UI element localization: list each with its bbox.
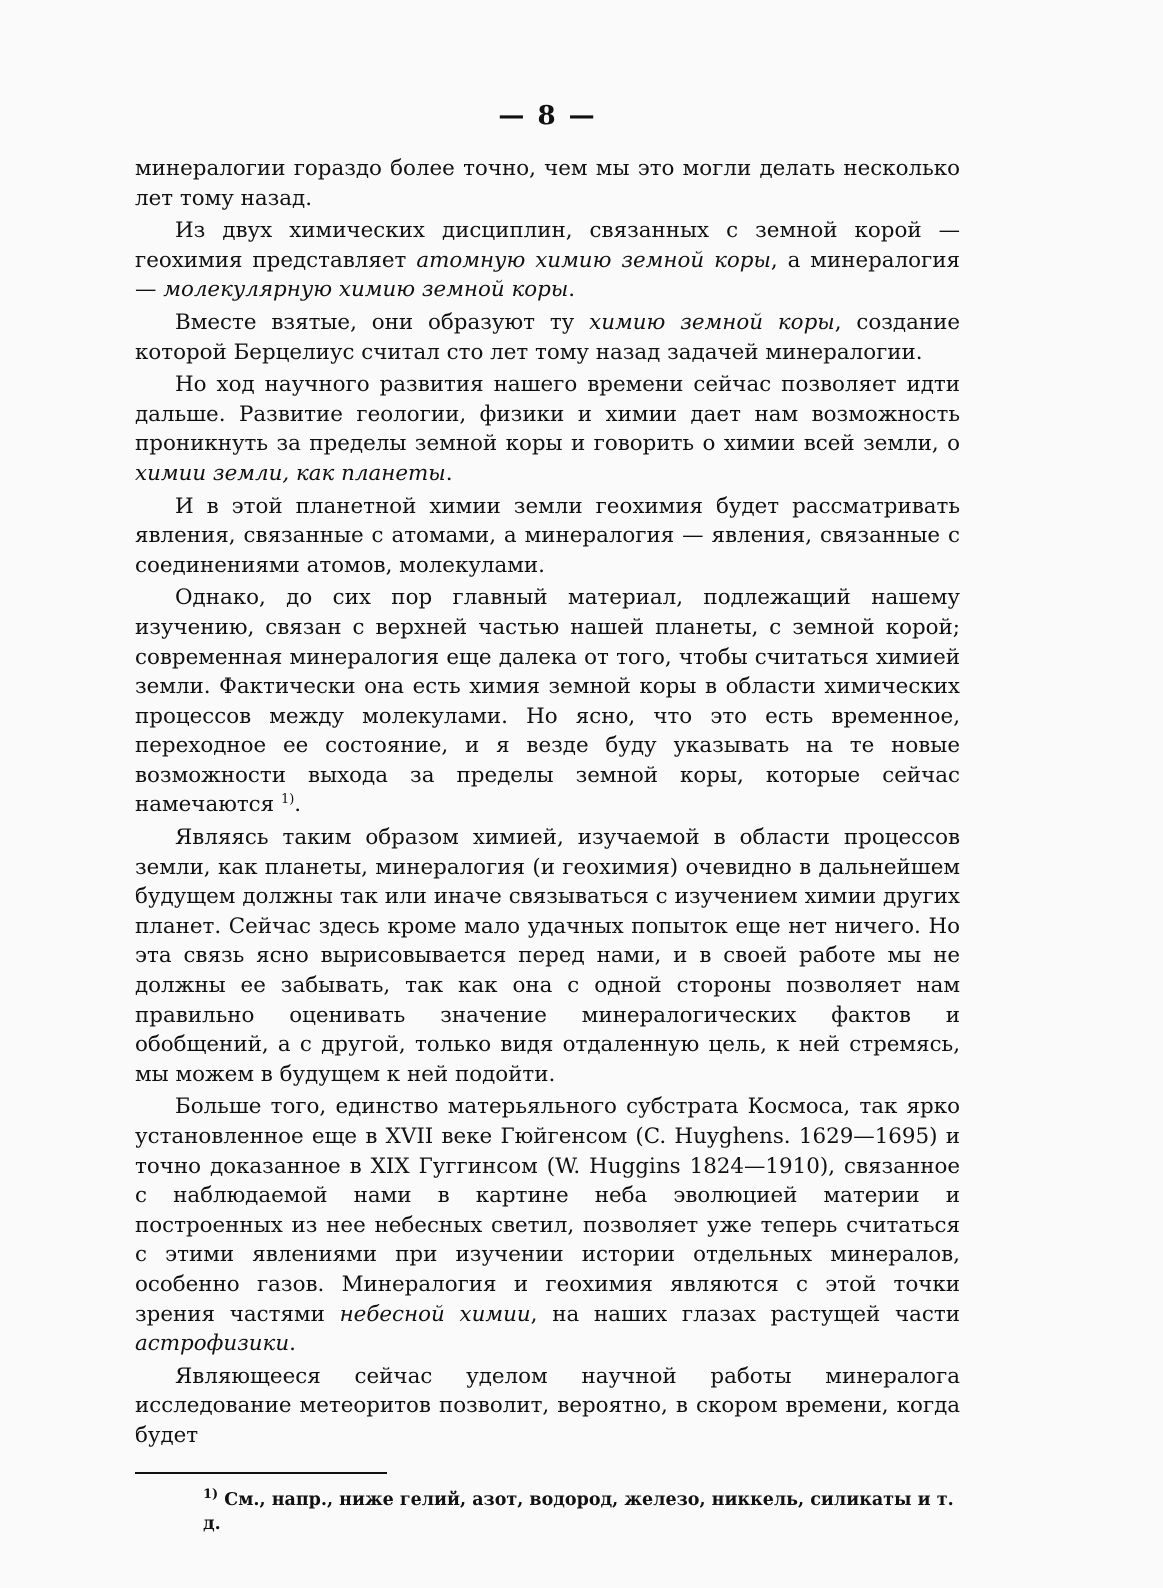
text-run: Но ход научного развития нашего времени сейчас позволяет идти дальше. Развитие геологии, физики и химии дает нам возможность проникнуть за пределы земной коры и говорить о химии всей земли, о [135, 372, 960, 457]
italic-text: небесной химии [339, 1301, 531, 1327]
text-run: , а минералогия — [135, 247, 960, 303]
text-run: . [568, 277, 576, 303]
paragraph [135, 823, 960, 1089]
text-run: И в этой планетной химии земли геохимия будет рассматривать явления, связанные с атомами, а минералогия — явления, связанные с соединениями атомов, молекулами. [135, 493, 960, 578]
paragraph [135, 370, 960, 488]
text-run: , на наших глазах растущей части [530, 1301, 960, 1327]
text-run: Являясь таким образом химией, изучаемой в области процессов земли, как планеты, минералогия (и геохимия) очевидно в дальнейшем будущем должны так или иначе связываться с изучением химии других планет. Сейчас здесь кроме мало удачных попыток еще нет ничего. Но эта связь ясно вырисовывается перед нами, и в своей работе мы не должны ее забывать, так как она с одной стороны позволяет нам правильно оценивать значение минералогических фактов и обобщений, а с другой, только видя отдаленную цель, к ней стремясь, мы можем в будущем к ней подойти. [135, 825, 960, 1087]
body-text [135, 154, 960, 1451]
italic-text: атомную химию земной коры [416, 247, 771, 273]
footnote-reference: 1) [280, 792, 295, 808]
italic-text: астрофизики [135, 1331, 290, 1357]
text-run: Больше того, единство матерьяльного субстрата Космоса, так ярко установленное еще в XVII веке Гюйгенсом (C. Huyghens. 1629—1695) и точно доказанное в XIX Гуггинсом (W. Huggins 1824—1910), связанное с наблюдаемой нами в картине неба эволюцией материи и построенных из нее небесных светил, позволяет уже теперь считаться с этими явлениями при изучении истории отдельных минералов, особенно газов. Минералогия и геохимия являются с этой точки зрения частями [135, 1094, 960, 1327]
paragraph [135, 492, 960, 581]
paragraph [135, 216, 960, 305]
italic-text: химии земли, как планеты [135, 460, 446, 486]
paragraph [135, 1362, 960, 1451]
italic-text: химию земной коры [589, 309, 835, 335]
footnote-marker: 1) [203, 1486, 219, 1502]
paragraph [135, 583, 960, 820]
text-run: Однако, до сих пор главный материал, подлежащий нашему изучению, связан с верхней частью нашей планеты, с земной корой; современная минералогия еще далека от того, чтобы считаться химией земли. Фактически она есть химия земной коры в области химических процессов между молекулами. Но ясно, что это есть временное, переходное ее состояние, и я везде буду указывать на те новые возможности выхода за пределы земной коры, которые сейчас намечаются [135, 585, 960, 818]
text-run: Являющееся сейчас уделом научной работы минералога исследование метеоритов позволит, вероятно, в скором времени, когда будет [135, 1363, 960, 1448]
text-run: , создание которой Берцелиус считал сто лет тому назад задачей минералогии. [135, 309, 960, 365]
footnote-divider [135, 1472, 387, 1474]
text-run: минералогии гораздо более точно, чем мы это могли делать несколько лет тому назад. [135, 156, 960, 211]
page-number: — 8 — [498, 101, 597, 131]
footnote-text: См., напр., ниже гелий, азот, водород, железо, никкель, силикаты и т. д. [203, 1489, 954, 1534]
text-run: . [294, 792, 302, 818]
paragraph [135, 308, 960, 367]
footnote [135, 1488, 960, 1536]
document-page [135, 98, 960, 1536]
text-run: . [289, 1331, 296, 1357]
paragraph [135, 154, 960, 213]
text-run: . [445, 460, 453, 486]
italic-text: молекулярную химию земной коры [163, 277, 569, 303]
text-run: Вместе взятые, они образуют ту [175, 309, 590, 335]
text-run: Из двух химических дисциплин, связанных с земной корой — геохимия представляет [135, 218, 960, 273]
paragraph [135, 1092, 960, 1358]
